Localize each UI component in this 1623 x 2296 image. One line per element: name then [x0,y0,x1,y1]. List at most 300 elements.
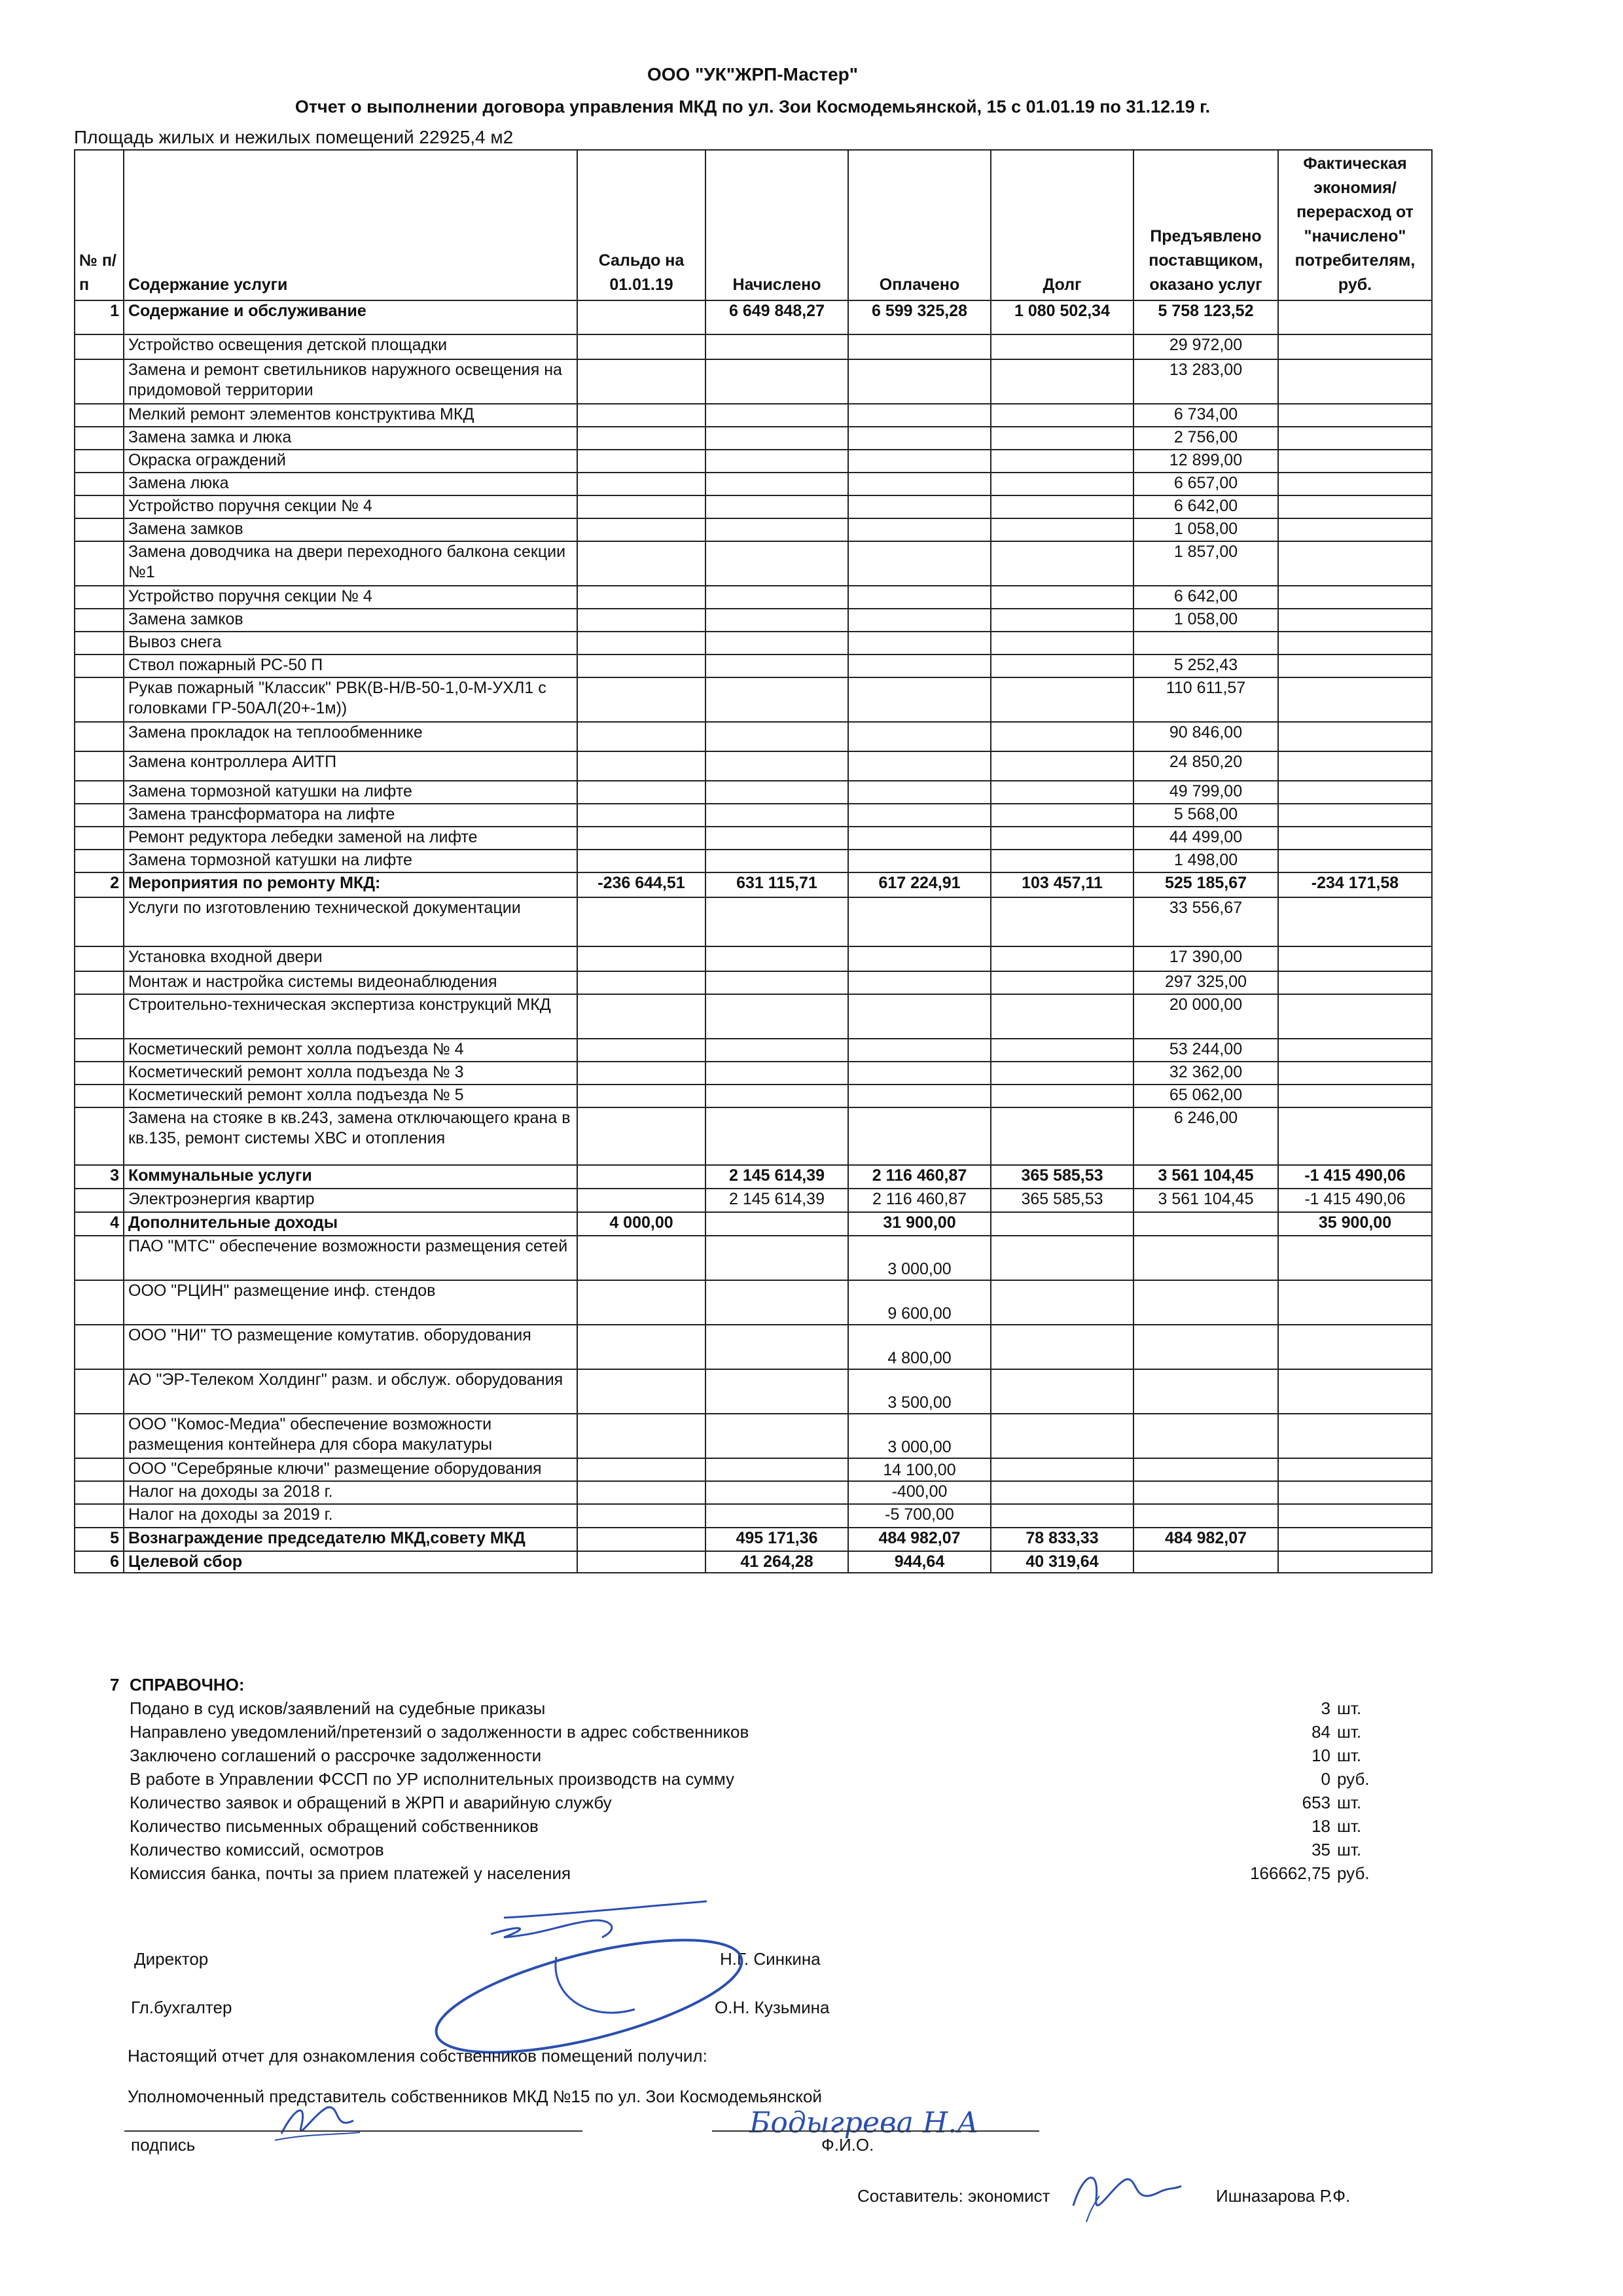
cell-num: 3 [75,1165,124,1189]
cell-paid [848,781,991,804]
cell-paid [848,946,991,971]
reference-label: Количество заявок и обращений в ЖРП и аварийную службу [130,1793,612,1812]
cell-num [75,518,124,541]
reference-unit: шт. [1337,1793,1362,1812]
cell-presented: 3 561 104,45 [1133,1165,1278,1189]
table-row [75,1212,1432,1236]
cell-economy [1278,1107,1432,1165]
cell-saldo [577,827,705,850]
col-debt: Долг [991,150,1133,300]
owner-signature [268,2094,366,2153]
reference-title: СПРАВОЧНО: [130,1675,245,1695]
cell-charged [705,1481,848,1504]
cell-charged [705,1212,848,1236]
cell-presented [1133,1481,1278,1504]
cell-num [75,1481,124,1504]
table-row [75,1551,1432,1573]
cell-charged [705,473,848,495]
reference-item [74,1720,1383,1744]
cell-charged [705,1325,848,1369]
cell-saldo [577,677,705,722]
reference-label: Заключено соглашений о рассрочке задолженности [130,1746,542,1765]
cell-charged [705,1107,848,1165]
cell-debt [991,541,1133,586]
cell-paid [848,897,991,946]
cell-debt [991,827,1133,850]
cell-charged [705,334,848,359]
cell-saldo [577,1062,705,1085]
cell-charged [705,971,848,994]
cell-economy: -1 415 490,06 [1278,1165,1432,1189]
cell-presented [1133,1325,1278,1369]
cell-debt [991,609,1133,632]
cell-paid [848,404,991,427]
cell-num [75,827,124,850]
table-row [75,586,1432,609]
cell-economy [1278,632,1432,655]
fio-line [712,2130,1039,2132]
cell-presented [1133,632,1278,655]
cell-economy [1278,1551,1432,1573]
handwritten-fio: Бодыгрева Н.А [749,2106,979,2140]
table-row [75,946,1432,971]
cell-economy [1278,427,1432,450]
cell-presented: 32 362,00 [1133,1062,1278,1085]
cell-economy [1278,541,1432,586]
table-row [75,1280,1432,1325]
table-row [75,1189,1432,1212]
cell-saldo [577,609,705,632]
cell-debt [991,1062,1133,1085]
cell-debt [991,850,1133,872]
cell-name: Услуги по изготовлению технической документации [124,897,577,946]
cell-name: Замена трансформатора на лифте [124,804,577,827]
cell-name: Замена на стояке в кв.243, замена отключающего крана в кв.135, ремонт системы ХВС и отопления [124,1107,577,1165]
cell-paid [848,427,991,450]
cell-economy [1278,1414,1432,1458]
cell-saldo [577,1458,705,1481]
table-row [75,1528,1432,1551]
reference-item [74,1814,1383,1838]
cell-name: Косметический ремонт холла подъезда № 5 [124,1085,577,1107]
cell-name: Замена тормозной катушки на лифте [124,850,577,872]
cell-paid: 6 599 325,28 [848,300,991,334]
cell-saldo [577,632,705,655]
cell-name: Замена прокладок на теплообменнике [124,722,577,751]
cell-name: Замена люка [124,473,577,495]
cell-presented [1133,1504,1278,1528]
report-title: Отчет о выполнении договора управления МКД по ул. Зои Космодемьянской, 15 с 01.01.19 по 31.12.19 г. [294,97,1211,117]
cell-paid: 484 982,07 [848,1528,991,1551]
reference-item [74,1838,1383,1861]
cell-debt [991,946,1133,971]
col-service: Содержание услуги [124,150,577,300]
cell-saldo: 4 000,00 [577,1212,705,1236]
cell-num: 1 [75,300,124,334]
cell-name: Налог на доходы за 2018 г. [124,1481,577,1504]
cell-presented: 6 642,00 [1133,586,1278,609]
cell-paid: 14 100,00 [848,1458,991,1481]
cell-economy [1278,751,1432,781]
cell-economy [1278,450,1432,473]
cell-charged [705,781,848,804]
cell-economy [1278,1062,1432,1085]
cell-num [75,1369,124,1414]
cell-saldo [577,518,705,541]
cell-num [75,1414,124,1458]
cell-name: Замена и ремонт светильников наружного освещения на придомовой территории [124,359,577,404]
cell-debt [991,1481,1133,1504]
reference-block [74,1673,1383,1885]
cell-economy [1278,495,1432,518]
cell-num [75,359,124,404]
cell-debt [991,427,1133,450]
cell-debt [991,450,1133,473]
cell-economy [1278,1369,1432,1414]
cell-debt: 1 080 502,34 [991,300,1133,334]
table-row [75,804,1432,827]
cell-name: Коммунальные услуги [124,1165,577,1189]
area-line: Площадь жилых и нежилых помещений 22925,4 м2 [74,127,514,147]
cell-saldo [577,473,705,495]
reference-item [74,1767,1383,1791]
cell-charged [705,359,848,404]
cell-saldo [577,1551,705,1573]
cell-paid [848,359,991,404]
reference-value: 10 [1311,1746,1330,1765]
cell-num [75,1039,124,1062]
cell-name: Ствол пожарный РС-50 П [124,655,577,677]
table-row [75,632,1432,655]
cell-saldo [577,655,705,677]
table-row [75,1325,1432,1369]
cell-economy [1278,609,1432,632]
cell-charged [705,541,848,586]
cell-economy [1278,300,1432,334]
cell-presented [1133,1551,1278,1573]
cell-paid [848,473,991,495]
table-row [75,781,1432,804]
cell-economy [1278,1325,1432,1369]
cell-name: Целевой сбор [124,1551,577,1573]
cell-name: Замена доводчика на двери переходного балкона секции №1 [124,541,577,586]
table-row [75,1236,1432,1280]
cell-name: Строительно-техническая экспертиза конструкций МКД [124,994,577,1039]
cell-debt [991,632,1133,655]
cell-charged [705,404,848,427]
cell-debt [991,1236,1133,1280]
cell-paid [848,609,991,632]
table-row [75,850,1432,872]
cell-paid: 617 224,91 [848,872,991,897]
cell-economy [1278,971,1432,994]
cell-economy [1278,334,1432,359]
cell-charged [705,804,848,827]
cell-num: 4 [75,1212,124,1236]
cell-saldo: -236 644,51 [577,872,705,897]
cell-saldo [577,404,705,427]
cell-economy [1278,994,1432,1039]
reference-value: 0 [1321,1769,1330,1789]
cell-name: ООО "Серебряные ключи" размещение оборудования [124,1458,577,1481]
table-row [75,300,1432,334]
cell-name: Мелкий ремонт элементов конструктива МКД [124,404,577,427]
cell-saldo [577,994,705,1039]
cell-paid [848,1062,991,1085]
cell-num [75,450,124,473]
cell-presented [1133,1414,1278,1458]
cell-economy [1278,655,1432,677]
cell-charged: 631 115,71 [705,872,848,897]
reference-unit: шт. [1337,1722,1362,1742]
cell-name: Окраска ограждений [124,450,577,473]
reference-title-row [74,1673,1383,1696]
cell-paid [848,1107,991,1165]
table-row [75,994,1432,1039]
cell-paid: 2 116 460,87 [848,1189,991,1212]
reference-label: В работе в Управлении ФССП по УР исполнительных производств на сумму [130,1769,735,1789]
cell-presented: 297 325,00 [1133,971,1278,994]
cell-debt [991,1212,1133,1236]
cell-economy [1278,1039,1432,1062]
table-row [75,609,1432,632]
table-row [75,473,1432,495]
cell-num [75,632,124,655]
cell-charged: 6 649 848,27 [705,300,848,334]
cell-paid [848,334,991,359]
cell-name: ПАО "МТС" обеспечение возможности размещения сетей [124,1236,577,1280]
cell-paid [848,518,991,541]
cell-name: Монтаж и настройка системы видеонаблюдения [124,971,577,994]
cell-charged [705,850,848,872]
cell-charged [705,1039,848,1062]
cell-charged [705,677,848,722]
cell-num: 2 [75,872,124,897]
cell-saldo [577,334,705,359]
cell-presented: 525 185,67 [1133,872,1278,897]
table-row [75,655,1432,677]
cell-name: Устройство освещения детской площадки [124,334,577,359]
cell-name: Содержание и обслуживание [124,300,577,334]
signature-label: подпись [131,2135,196,2155]
reference-label: Количество комиссий, осмотров [130,1840,384,1859]
cell-charged [705,1085,848,1107]
cell-presented: 6 246,00 [1133,1107,1278,1165]
cell-charged [705,722,848,751]
cell-presented: 1 498,00 [1133,850,1278,872]
cell-presented: 53 244,00 [1133,1039,1278,1062]
table-row [75,334,1432,359]
fio-label: Ф.И.О. [821,2135,874,2155]
cell-economy [1278,518,1432,541]
cell-num [75,473,124,495]
cell-paid [848,971,991,994]
cell-debt [991,971,1133,994]
table-row [75,1085,1432,1107]
cell-paid [848,677,991,722]
cell-num [75,1458,124,1481]
cell-debt [991,722,1133,751]
cell-presented: 6 734,00 [1133,404,1278,427]
table-row [75,677,1432,722]
cell-name: ООО "НИ" ТО размещение комутатив. оборудования [124,1325,577,1369]
cell-num [75,1280,124,1325]
cell-saldo [577,781,705,804]
cell-paid [848,994,991,1039]
cell-num [75,495,124,518]
cell-debt: 365 585,53 [991,1165,1133,1189]
cell-debt: 40 319,64 [991,1551,1133,1573]
cell-paid [848,655,991,677]
compiler-name: Ишназарова Р.Ф. [1216,2186,1351,2206]
cell-charged [705,632,848,655]
reference-label: Комиссия банка, почты за прием платежей у населения [130,1863,571,1883]
table-row [75,1504,1432,1528]
cell-charged: 2 145 614,39 [705,1189,848,1212]
director-label: Директор [134,1949,209,1969]
cell-saldo [577,1165,705,1189]
cell-paid: -5 700,00 [848,1504,991,1528]
cell-saldo [577,1481,705,1504]
report-table [74,149,1433,1573]
reference-label: Подано в суд исков/заявлений на судебные приказы [130,1698,546,1718]
cell-economy [1278,677,1432,722]
cell-debt [991,1458,1133,1481]
cell-debt [991,473,1133,495]
cell-name: Косметический ремонт холла подъезда № 4 [124,1039,577,1062]
cell-charged [705,946,848,971]
cell-charged [705,1062,848,1085]
cell-name: Ремонт редуктора лебедки заменой на лифте [124,827,577,850]
cell-name: Налог на доходы за 2019 г. [124,1504,577,1528]
reference-value: 653 [1302,1793,1330,1812]
reference-value: 84 [1311,1722,1330,1742]
table-row [75,1062,1432,1085]
cell-presented: 24 850,20 [1133,751,1278,781]
cell-num [75,1504,124,1528]
cell-name: Замена замка и люка [124,427,577,450]
cell-name: Рукав пожарный "Классик" РВК(В-Н/В-50-1,0-М-УХЛ1 с головками ГР-50АЛ(20+-1м)) [124,677,577,722]
cell-economy [1278,722,1432,751]
cell-presented: 49 799,00 [1133,781,1278,804]
table-row [75,518,1432,541]
table-row [75,897,1432,946]
cell-paid [848,632,991,655]
cell-charged [705,1280,848,1325]
cell-paid [848,827,991,850]
reference-unit: шт. [1337,1816,1362,1836]
cell-saldo [577,427,705,450]
cell-economy [1278,1280,1432,1325]
director-signature-stamp [393,1898,759,2055]
col-paid: Оплачено [848,150,991,300]
cell-num: 5 [75,1528,124,1551]
cell-name: ООО "РЦИН" размещение инф. стендов [124,1280,577,1325]
cell-name: Вознаграждение председателю МКД,совету МКД [124,1528,577,1551]
cell-paid [848,1039,991,1062]
cell-debt [991,334,1133,359]
cell-charged [705,450,848,473]
cell-saldo [577,541,705,586]
cell-name: Косметический ремонт холла подъезда № 3 [124,1062,577,1085]
cell-debt [991,586,1133,609]
cell-paid: -400,00 [848,1481,991,1504]
cell-debt [991,751,1133,781]
cell-paid [848,586,991,609]
cell-saldo [577,450,705,473]
cell-presented: 2 756,00 [1133,427,1278,450]
cell-presented [1133,1280,1278,1325]
cell-num [75,897,124,946]
reference-value: 166662,75 [1250,1863,1330,1883]
cell-debt [991,994,1133,1039]
cell-presented: 20 000,00 [1133,994,1278,1039]
cell-num [75,850,124,872]
cell-saldo [577,1504,705,1528]
cell-charged [705,495,848,518]
cell-economy [1278,1504,1432,1528]
cell-num [75,751,124,781]
cell-paid [848,850,991,872]
reference-unit: шт. [1337,1746,1362,1765]
cell-debt [991,1280,1133,1325]
cell-num [75,334,124,359]
cell-debt [991,677,1133,722]
representative-text: Уполномоченный представитель собственников МКД №15 по ул. Зои Космодемьянской [128,2087,822,2106]
cell-saldo [577,897,705,946]
table-row [75,359,1432,404]
table-row [75,971,1432,994]
compiler-label: Составитель: экономист [857,2186,1050,2206]
table-header-row [75,150,1432,300]
cell-economy [1278,946,1432,971]
reference-unit: шт. [1337,1840,1362,1859]
cell-economy [1278,827,1432,850]
table-row [75,427,1432,450]
cell-name: Вывоз снега [124,632,577,655]
cell-paid: 2 116 460,87 [848,1165,991,1189]
cell-num [75,722,124,751]
cell-paid: 3 000,00 [848,1414,991,1458]
cell-num [75,1107,124,1165]
table-row [75,495,1432,518]
cell-debt [991,404,1133,427]
cell-debt: 103 457,11 [991,872,1133,897]
cell-economy: -1 415 490,06 [1278,1189,1432,1212]
cell-presented: 33 556,67 [1133,897,1278,946]
cell-name: Установка входной двери [124,946,577,971]
cell-saldo [577,850,705,872]
cell-debt [991,1107,1133,1165]
cell-charged: 2 145 614,39 [705,1165,848,1189]
cell-name: Замена тормозной катушки на лифте [124,781,577,804]
cell-num [75,609,124,632]
cell-saldo [577,359,705,404]
director-name: Н.Г. Синкина [720,1949,821,1969]
cell-presented [1133,1236,1278,1280]
table-row [75,404,1432,427]
cell-name: Устройство поручня секции № 4 [124,586,577,609]
reference-item [74,1744,1383,1767]
cell-economy [1278,473,1432,495]
company-name: ООО "УК"ЖРП-Мастер" [647,64,859,84]
cell-saldo [577,1325,705,1369]
reference-unit: руб. [1337,1769,1370,1789]
cell-num [75,541,124,586]
cell-saldo [577,495,705,518]
cell-economy [1278,804,1432,827]
cell-saldo [577,586,705,609]
